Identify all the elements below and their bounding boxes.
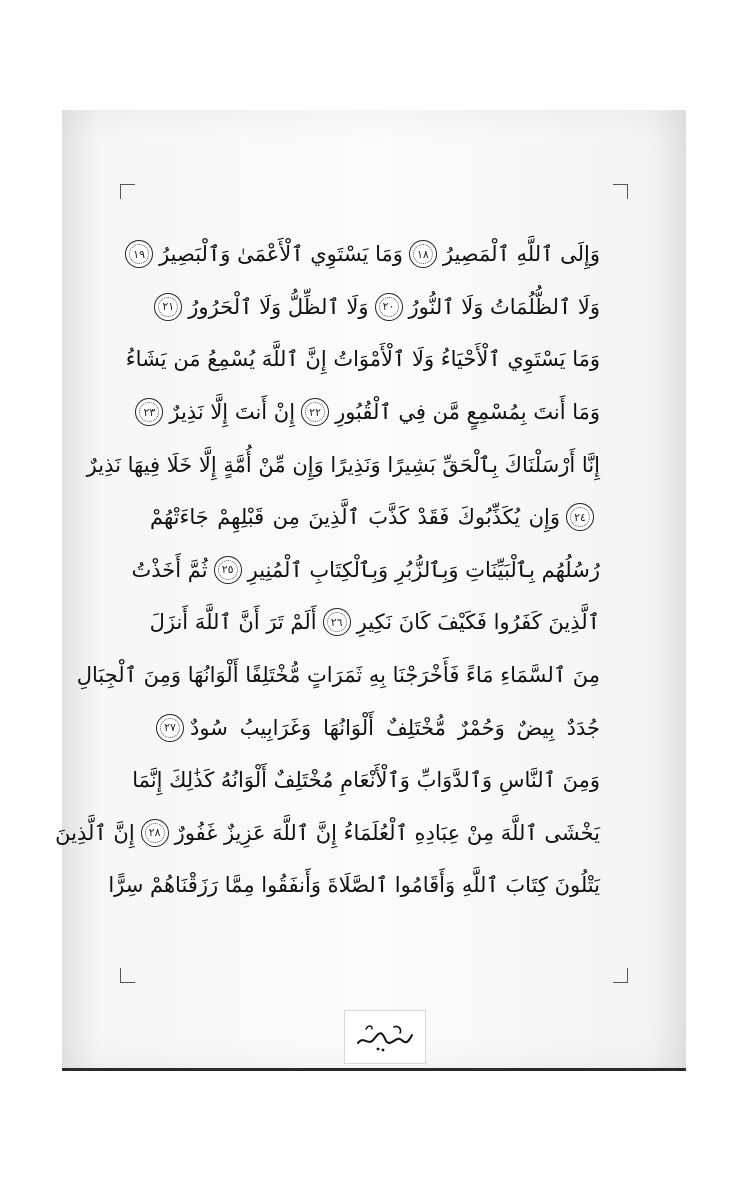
corner-mark-top-left	[120, 184, 135, 199]
verse-number-marker: ٢٥	[214, 556, 242, 584]
text-line	[131, 544, 600, 597]
verse-number-marker: ٢٢	[301, 398, 329, 426]
text-line	[143, 386, 600, 439]
text-line	[76, 649, 600, 702]
verse-text: وَإِلَى ٱللَّهِ ٱلْمَصِيرُ	[442, 242, 600, 267]
verse-text: جُدَدٌ بِيضٌ وَحُمْرٌ مُّخْتَلِفٌ أَلْوَانُهَا وَغَرَابِيبُ سُودٌ	[190, 715, 600, 740]
calligrapher-signature	[344, 1010, 426, 1064]
corner-mark-top-right	[613, 184, 628, 199]
verse-number-marker: ٢٨	[141, 819, 169, 847]
text-line	[55, 807, 600, 860]
verse-text: وَمَا يَسْتَوِي ٱلْأَحْيَاءُ وَلَا ٱلْأَمْوَاتُ إِنَّ ٱللَّهَ يُسْمِعُ مَن يَشَاءُ	[125, 347, 600, 372]
verse-number-marker: ٢٤	[566, 503, 594, 531]
verse-text: وَإِن يُكَذِّبُوكَ فَقَدْ كَذَّبَ ٱلَّذِينَ مِن قَبْلِهِمْ جَاءَتْهُمْ	[150, 505, 560, 530]
verse-text: ثُمَّ أَخَذْتُ	[131, 557, 208, 582]
text-line	[132, 754, 600, 807]
verse-number-marker: ٢٦	[323, 608, 351, 636]
verse-number-marker: ٢١	[154, 293, 182, 321]
text-line	[150, 701, 600, 754]
corner-mark-bottom-right	[613, 968, 628, 983]
verse-text: وَمَا يَسْتَوِي ٱلْأَعْمَىٰ وَٱلْبَصِيرُ	[159, 242, 403, 267]
verse-number-marker: ١٨	[409, 240, 437, 268]
text-line	[150, 596, 600, 649]
verse-text: ٱلَّذِينَ كَفَرُوا فَكَيْفَ كَانَ نَكِيرِ	[356, 610, 600, 635]
calligraphy-text-block	[55, 228, 600, 912]
verse-text: وَلَا ٱلظِّلُّ وَلَا ٱلْحَرُورُ	[188, 294, 369, 319]
verse-number-marker: ٢٠	[375, 293, 403, 321]
text-line	[150, 491, 600, 544]
verse-number-marker: ٢٣	[135, 398, 163, 426]
verse-text: أَلَمْ تَرَ أَنَّ ٱللَّهَ أَنزَلَ	[149, 610, 317, 635]
corner-mark-bottom-left	[120, 968, 135, 983]
verse-text: إِنْ أَنتَ إِلَّا نَذِيرٌ	[169, 400, 296, 425]
sheet-bottom-edge	[62, 1068, 686, 1071]
verse-text: إِنَّ ٱلَّذِينَ	[55, 820, 135, 845]
text-line	[125, 333, 600, 386]
text-line	[86, 438, 600, 491]
verse-text: وَلَا ٱلظُّلُمَاتُ وَلَا ٱلنُّورُ	[408, 294, 600, 319]
text-line	[133, 228, 600, 281]
signature-mark	[350, 1017, 420, 1057]
verse-text: وَمِنَ ٱلنَّاسِ وَٱلدَّوَابِّ وَٱلْأَنْعَامِ مُخْتَلِفٌ أَلْوَانُهُ كَذَٰلِكَ إِنَّمَا	[132, 768, 600, 793]
text-line	[108, 859, 600, 912]
verse-number-marker: ١٩	[125, 240, 153, 268]
verse-text: يَخْشَى ٱللَّهَ مِنْ عِبَادِهِ ٱلْعُلَمَاءُ إِنَّ ٱللَّهَ عَزِيزٌ غَفُورٌ	[174, 820, 600, 845]
verse-text: رُسُلُهُم بِٱلْبَيِّنَاتِ وَبِٱلزُّبُرِ وَبِٱلْكِتَابِ ٱلْمُنِيرِ	[247, 557, 600, 582]
verse-text: مِنَ ٱلسَّمَاءِ مَاءً فَأَخْرَجْنَا بِهِ ثَمَرَاتٍ مُّخْتَلِفًا أَلْوَانُهَا وَمِنَ ٱلْجِبَالِ	[76, 663, 600, 688]
verse-text: وَمَا أَنتَ بِمُسْمِعٍ مَّن فِي ٱلْقُبُورِ	[335, 400, 600, 425]
verse-number-marker: ٢٧	[156, 714, 184, 742]
verse-text: يَتْلُونَ كِتَابَ ٱللَّهِ وَأَقَامُوا ٱلصَّلَاةَ وَأَنفَقُوا مِمَّا رَزَقْنَاهُمْ سِرًّا	[108, 873, 600, 898]
verse-text: إِنَّا أَرْسَلْنَاكَ بِٱلْحَقِّ بَشِيرًا وَنَذِيرًا وَإِن مِّنْ أُمَّةٍ إِلَّا خَلَا فِيهَا نَذِيرٌ	[86, 452, 600, 477]
text-line	[150, 281, 600, 334]
